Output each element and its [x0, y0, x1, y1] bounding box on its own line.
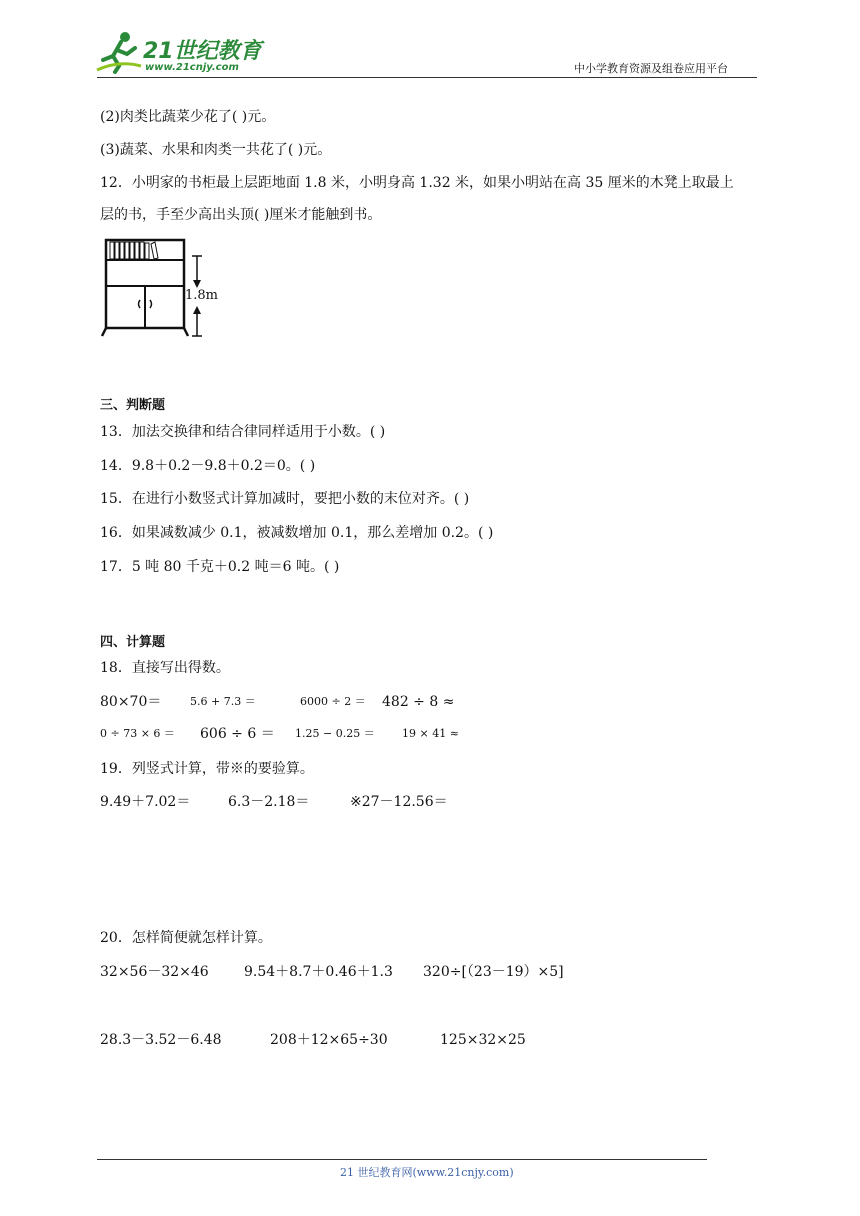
- q18-item: 5.6 + 7.3 ＝: [190, 695, 256, 708]
- logo-title: 21世纪教育: [143, 39, 262, 64]
- section3-title: 三、判断题: [100, 398, 166, 413]
- q14: 14．9.8＋0.2－9.8＋0.2＝0。( ): [100, 458, 316, 474]
- q13: 13．加法交换律和结合律同样适用于小数。( ): [100, 424, 386, 440]
- runner-logo-icon: [95, 30, 143, 74]
- section4-title: 四、计算题: [100, 635, 166, 650]
- q18-item: 6000 ÷ 2 ＝: [300, 695, 366, 708]
- bookcase-height-label: 1.8m: [185, 288, 219, 303]
- q20-item: 9.54＋8.7＋0.46＋1.3: [244, 964, 393, 980]
- q20-item: 320÷[（23－19）×5]: [423, 964, 564, 980]
- q18-item: 19 × 41 ≈: [402, 727, 459, 740]
- q17: 17．5 吨 80 千克＋0.2 吨＝6 吨。( ): [100, 559, 340, 575]
- q20-item: 125×32×25: [440, 1032, 526, 1048]
- header-rule: [97, 77, 757, 78]
- q19-item: 6.3－2.18＝: [228, 794, 310, 810]
- q18-item: 482 ÷ 8 ≈: [382, 694, 455, 710]
- q18-item: 1.25 − 0.25 ＝: [295, 727, 375, 740]
- q12-line2: 层的书，手至少高出头顶( )厘米才能触到书。: [100, 207, 382, 223]
- q11-part3: (3)蔬菜、水果和肉类一共花了( )元。: [100, 142, 332, 158]
- q19-item: ※27－12.56＝: [350, 794, 448, 810]
- q20-item: 208＋12×65÷30: [270, 1032, 388, 1048]
- q19-prompt: 19．列竖式计算，带※的要验算。: [100, 761, 314, 777]
- q12-line1: 12．小明家的书柜最上层距地面 1.8 米，小明身高 1.32 米，如果小明站在高 35 厘米的木凳上取最上: [100, 175, 734, 191]
- q11-part2: (2)肉类比蔬菜少花了( )元。: [100, 109, 276, 125]
- q18-prompt: 18．直接写出得数。: [100, 660, 230, 676]
- footer-rule: [97, 1159, 707, 1160]
- q18-item: 0 ÷ 73 × 6 ＝: [100, 727, 175, 740]
- q20-item: 32×56－32×46: [100, 964, 209, 980]
- q15: 15．在进行小数竖式计算加减时，要把小数的末位对齐。( ): [100, 491, 470, 507]
- q18-item: 606 ÷ 6 ＝: [200, 726, 275, 742]
- q20-item: 28.3－3.52－6.48: [100, 1032, 222, 1048]
- q16: 16．如果减数减少 0.1，被减数增加 0.1，那么差增加 0.2。( ): [100, 525, 494, 541]
- q20-prompt: 20．怎样简便就怎样计算。: [100, 930, 272, 946]
- platform-name: 中小学教育资源及组卷应用平台: [574, 62, 728, 75]
- footer-text: 21 世纪教育网(www.21cnjy.com): [340, 1166, 514, 1179]
- bookcase-figure: [98, 236, 228, 340]
- q19-item: 9.49＋7.02＝: [100, 794, 191, 810]
- logo-url: www.21cnjy.com: [145, 62, 239, 73]
- q18-item: 80×70＝: [100, 694, 162, 710]
- header-logo: [95, 30, 265, 78]
